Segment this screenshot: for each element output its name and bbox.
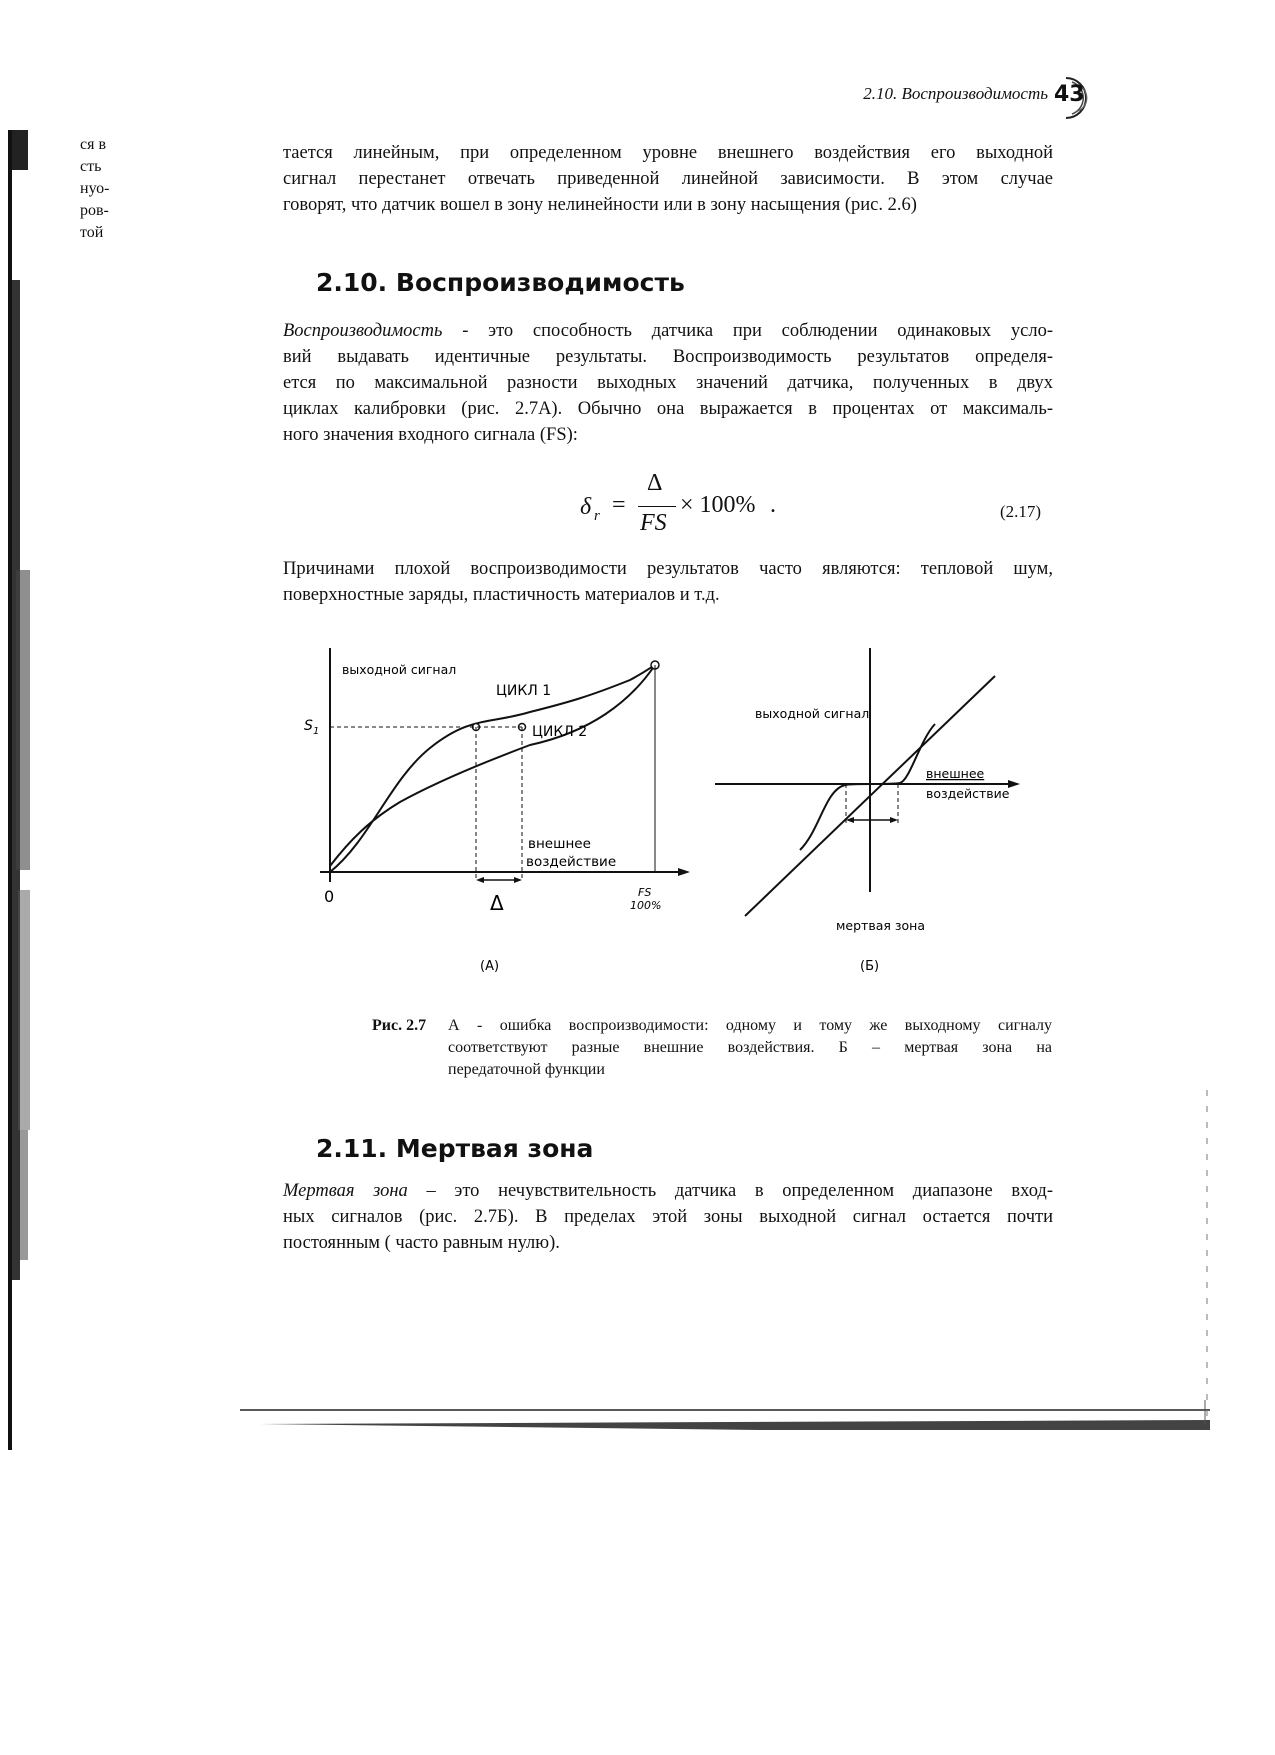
- caption-line: А - ошибка воспроизводимости: одному и тому же выходному сигналу: [448, 1017, 1052, 1034]
- cycle-1-curve: [330, 665, 655, 872]
- panel-b-x-label-1: внешнее: [926, 766, 985, 781]
- formula-times: × 100%: [680, 492, 756, 518]
- text-line: ных сигналов (рис. 2.7Б). В пределах этой зоны выходной сигнал остается почти: [283, 1207, 1053, 1227]
- panel-a-tag: (А): [480, 959, 500, 974]
- dead-zone-arrow-right-icon: [890, 817, 898, 823]
- formula-lhs: δ: [580, 494, 592, 520]
- text-line: говорят, что датчик вошел в зону нелинейности или в зону насыщения (рис. 2.6): [283, 195, 917, 215]
- caption-line: соответствуют разные внешние воздействия. Б – мертвая зона на: [448, 1039, 1052, 1056]
- caption-line: передаточной функции: [448, 1061, 605, 1078]
- margin-fragment: сть: [80, 158, 102, 175]
- panel-a: [304, 648, 690, 974]
- formula-lhs-subscript: r: [594, 508, 600, 524]
- s1-label: S: [304, 718, 313, 734]
- dead-zone-label: мертвая зона: [836, 918, 925, 933]
- text-fragment: - это способность датчика при соблюдении одинаковых усло-: [442, 321, 1053, 341]
- running-title: 2.10. Воспроизводимость: [863, 84, 1048, 103]
- formula-period: .: [770, 492, 776, 518]
- margin-fragments: [80, 134, 110, 244]
- panel-b: [715, 648, 1020, 974]
- margin-fragment: нуо-: [80, 180, 110, 197]
- dead-zone-curve: [800, 724, 935, 850]
- fs-percent-label: 100%: [630, 899, 662, 912]
- scan-edge-decoration: [0, 130, 130, 1450]
- section-2-11-paragraph: [283, 1178, 1053, 1256]
- section-heading-2-11: 2.11. Мертвая зона: [316, 1134, 594, 1163]
- margin-fragment: той: [80, 224, 104, 241]
- delta-arrow-left-icon: [476, 877, 484, 883]
- text-line: поверхностные заряды, пластичность материалов и т.д.: [283, 585, 720, 605]
- panel-b-y-label: выходной сигнал: [755, 706, 870, 721]
- panel-a-x-arrow-icon: [678, 868, 690, 876]
- delta-arrow-right-icon: [514, 877, 522, 883]
- panel-a-x-label-1: внешнее: [528, 836, 591, 852]
- section-heading-2-10: 2.10. Воспроизводимость: [316, 268, 685, 297]
- text-line: циклах калибровки (рис. 2.7А). Обычно она выражается в процентах от максималь-: [283, 399, 1053, 419]
- figure-2-7: [290, 640, 1050, 980]
- panel-a-origin: 0: [324, 887, 335, 906]
- scan-right-edge: [1205, 1090, 1211, 1420]
- text-line: ется по максимальной разности выходных значений датчика, полученных в двух: [283, 373, 1053, 393]
- text-line: сигнал перестанет отвечать приведенной линейной зависимости. В этом случае: [283, 169, 1053, 189]
- equation-number: (2.17): [1000, 502, 1042, 521]
- s1-subscript: 1: [313, 726, 320, 737]
- intro-paragraph: [283, 140, 1053, 218]
- formula-numerator: Δ: [647, 470, 663, 496]
- text-line: тается линейным, при определенном уровне внешнего воздействия его выходной: [283, 143, 1053, 163]
- cycle-1-label: ЦИКЛ 1: [496, 683, 552, 699]
- text-line: постоянным ( часто равным нулю).: [283, 1233, 560, 1253]
- delta-label: Δ: [490, 891, 504, 915]
- figure-caption: [448, 1015, 1052, 1081]
- cycle-2-curve: [330, 665, 655, 866]
- formula-2-17: [580, 470, 780, 546]
- panel-b-x-label-2: воздействие: [926, 786, 1010, 801]
- margin-fragment: ся в: [80, 136, 107, 153]
- causes-paragraph: [283, 556, 1053, 608]
- fraction-bar: [638, 506, 676, 507]
- text-fragment: – это нечувствительность датчика в определенном диапазоне вход-: [407, 1181, 1053, 1201]
- page-number: 43: [1054, 82, 1085, 107]
- panel-a-x-label-2: воздействие: [526, 854, 617, 870]
- scan-bottom-edge: [160, 1400, 1220, 1440]
- text-line: Причинами плохой воспроизводимости результатов часто являются: тепловой шум,: [283, 559, 1053, 579]
- fs-label: FS: [638, 886, 652, 899]
- text-line: ного значения входного сигнала (FS):: [283, 425, 578, 445]
- panel-b-tag: (Б): [860, 959, 880, 974]
- text-line: вий выдавать идентичные результаты. Воспроизводимость результатов определя-: [283, 347, 1053, 367]
- cycle-2-label: ЦИКЛ 2: [532, 724, 588, 740]
- term-dead-zone: Мертвая зона: [283, 1181, 408, 1201]
- formula-equals: =: [612, 492, 626, 518]
- formula-denominator: FS: [640, 510, 667, 536]
- caption-label: Рис. 2.7: [372, 1017, 427, 1034]
- term-reproducibility: Воспроизводимость: [283, 321, 443, 341]
- panel-b-x-arrow-icon: [1008, 780, 1020, 788]
- panel-a-y-label: выходной сигнал: [342, 662, 457, 677]
- margin-fragment: ров-: [80, 202, 109, 219]
- section-2-10-paragraph: [283, 318, 1053, 448]
